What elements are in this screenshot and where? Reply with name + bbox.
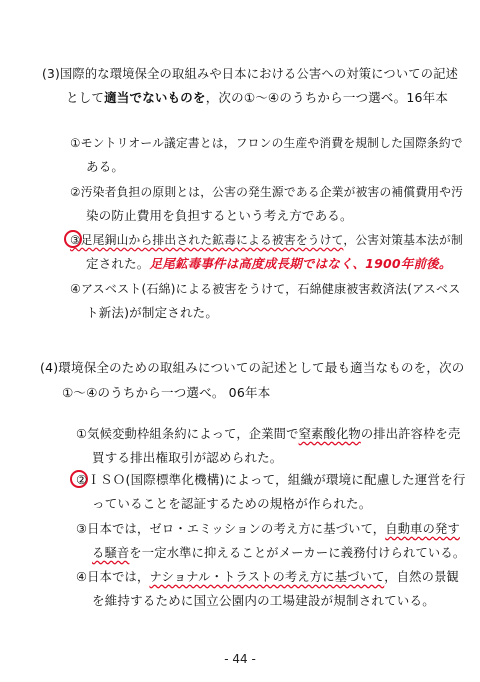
- teacher-note: 足尾鉱毒事件は高度成長期ではなく、1900年前後。: [149, 256, 452, 271]
- q3-emphasis: 適当でないものを: [104, 90, 206, 105]
- q3-option-1-line1: ①モントリオール議定書とは，フロンの生産や消費を規制した国際条約で: [70, 136, 463, 150]
- q4-option-3-line2: る騒音を一定水準に抑えることがメーカーに義務付けられている。: [92, 546, 466, 560]
- q4-option-4-line2: を維持するために国立公園内の工場建設が規制されている。: [92, 593, 435, 608]
- q4-intro-line1: (4)環境保全のための取組みについての記述として最も適当なものを，次の: [40, 360, 465, 375]
- q3-option-2-line1: ②汚染者負担の原則とは，公害の発生源である企業が被害の補償費用や汚: [70, 185, 464, 199]
- q3-option-3-line1: ③足尾銅山から排出された鉱毒による被害をうけて，公害対策基本法が制: [70, 233, 463, 247]
- q4-intro-line2: ①～④のうちから一つ選べ。 06年本: [62, 385, 271, 400]
- q4-option-4-line1: ④日本では，ナショナル・トラストの考え方に基づいて，自然の景観: [76, 570, 459, 584]
- q3-option-4-line1: ④アスベスト(石綿)による被害をうけて，石綿健康被害救済法(アスベス: [70, 282, 461, 296]
- q3-intro-line2: として適当でないものを，次の①～④のうちから一つ選べ。16年本: [66, 90, 449, 105]
- q4-option-2-line1: ②ＩＳＯ(国際標準化機構)によって，組織が環境に配慮した運営を行: [76, 472, 466, 487]
- q3-intro-line1: (3)国際的な環境保全の取組みや日本における公害への対策についての記述: [42, 67, 459, 81]
- q4-option-2-line2: っていることを認証するための規格が作られた。: [92, 496, 372, 511]
- q4-option-3-line1: ③日本では，ゼロ・エミッションの考え方に基づいて，自動車の発す: [76, 522, 460, 536]
- page-number: - 44 -: [224, 652, 256, 666]
- q3-option-2-line2: 染の防止費用を負担するという考え方である。: [86, 208, 353, 223]
- q3-option-3-line2: 定された。足尾鉱毒事件は高度成長期ではなく、1900年前後。: [86, 256, 452, 271]
- q3-option-4-line2: ト新法)が制定された。: [86, 305, 219, 320]
- q4-option-1-line2: 買する排出権取引が認められた。: [92, 450, 283, 465]
- q4-option-1-line1: ①気候変動枠組条約によって，企業間で窒素酸化物の排出許容枠を売: [76, 427, 461, 441]
- q3-option-1-line2: ある。: [86, 159, 125, 174]
